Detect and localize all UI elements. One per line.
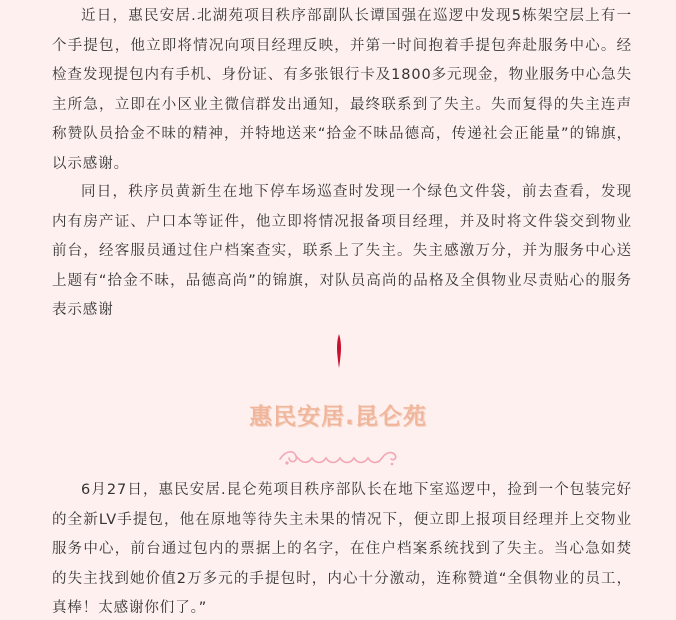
paragraph-beihu-handbag: 近日，惠民安居.北湖苑项目秩序部副队长谭国强在巡逻中发现5栋架空层上有一个手提包，他立即将情况向项目经理反映，并第一时间抱着手提包奔赴服务中心。经检查发现提包内有手机、身份证、有多张银行卡及1800多元现金，物业服务中心急失主所急，立即在小区业主微信群发出通知，最终联系到了失主。失而复得的失主连声称赞队员拾金不昧的精神，并特地送来“拾金不昧品德高，传递社会正能量”的锦旗，以示感谢。 — [52, 8, 632, 172]
red-brush-stroke-icon — [334, 334, 344, 372]
paragraph-document-bag: 同日，秩序员黄新生在地下停车场巡查时发现一个绿色文件袋，前去查看，发现内有房产证、户口本等证件，他立即将情况报备项目经理，并及时将文件袋交到物业前台，经客服员通过住户档案查实，联系上了失主。失主感激万分，并为服务中心送上题有“拾金不昧，品德高尚”的锦旗，对队员高尚的品格及全俱物业尽责贴心的服务表示感谢 — [52, 184, 632, 318]
paragraph-kunlun-lv-bag: 6月27日，惠民安居.昆仑苑项目秩序部队长在地下室巡逻中，捡到一个包装完好的全新LV手提包，他在原地等待失主未果的情况下，便立即上报项目经理并上交物业服务中心，前台通过包内的票据上的名字，在住户档案系统找到了失主。当心急如焚的失主找到她价值2万多元的手提包时，内心十分激动，连称赞道“全俱物业的员工，真棒！太感谢你们了。” — [52, 482, 632, 616]
section-title: 惠民安居.昆仑苑 — [249, 404, 427, 430]
pink-swirl-flourish-icon — [276, 446, 400, 474]
